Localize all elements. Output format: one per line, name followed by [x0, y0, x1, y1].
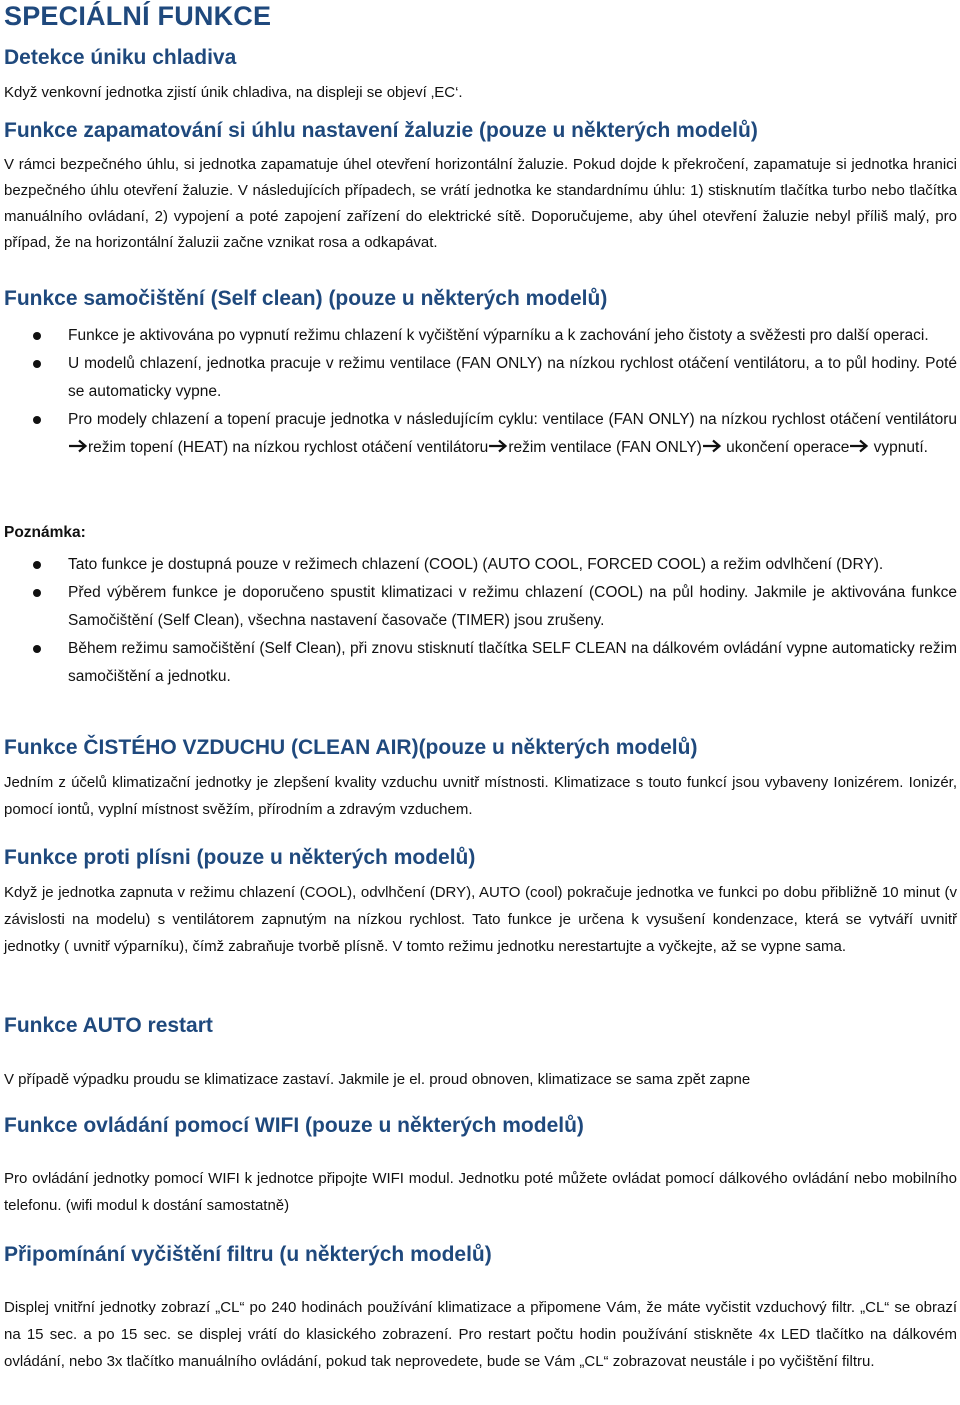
- bullet-icon: [33, 589, 41, 597]
- heading-anti-mold: Funkce proti plísni (pouze u některých modelů): [4, 846, 476, 869]
- list-item-text: Tato funkce je dostupná pouze v režimech chlazení (COOL) (AUTO COOL, FORCED COOL) a režim odvlhčení (DRY).: [68, 556, 884, 573]
- paragraph-wifi: Pro ovládání jednotky pomocí WIFI k jednotce připojte WIFI modul. Jednotku poté můžete ovládat pomocí dálkového ovládání nebo mobilního telefonu. (wifi modul k dostání samostatně): [4, 1170, 957, 1214]
- list-item: [0, 551, 957, 579]
- list-item: [0, 322, 957, 350]
- bullet-icon: [33, 561, 41, 569]
- heading-wifi: Funkce ovládání pomocí WIFI (pouze u některých modelů): [4, 1114, 584, 1137]
- list-item-text: režim ventilace (FAN ONLY): [508, 439, 702, 456]
- list-item-text: Před výběrem funkce je doporučeno spustit klimatizaci v režimu chlazení (COOL) na půl hodiny. Jakmile je aktivována funkce Samočištění (Self Clean), všechna nastavení časovače (TIMER) jsou zrušeny.: [68, 584, 957, 629]
- bullet-icon: [33, 416, 41, 424]
- page-title: SPECIÁLNÍ FUNKCE: [4, 1, 272, 31]
- heading-clean-air: Funkce ČISTÉHO VZDUCHU (CLEAN AIR)(pouze u některých modelů): [4, 736, 698, 759]
- paragraph-leak-detection: Když venkovní jednotka zjistí únik chladiva, na displeji se objeví ‚EC‘.: [4, 84, 463, 101]
- arrow-right-icon: [849, 439, 869, 453]
- list-item-text: U modelů chlazení, jednotka pracuje v režimu ventilace (FAN ONLY) na nízkou rychlost otáčení ventilátoru, a to půl hodiny. Poté se automaticky vypne.: [68, 355, 957, 400]
- list-item: [0, 635, 957, 691]
- arrow-right-icon: [68, 439, 88, 453]
- list-item-text: vypnutí.: [869, 439, 928, 456]
- note-label: Poznámka:: [4, 524, 86, 541]
- heading-filter-reminder: Připomínání vyčištění filtru (u některých modelů): [4, 1243, 492, 1266]
- heading-self-clean: Funkce samočištění (Self clean) (pouze u některých modelů): [4, 287, 608, 310]
- paragraph-filter-reminder: Displej vnitřní jednotky zobrazí „CL“ po 240 hodinách používání klimatizace a připomene Vám, že máte vyčistit vzduchový filtr. „CL“ se obrazí na 15 sec. a po 15 sec. se displej vrátí do klasického zobrazení. Pro restart počtu hodin používání stiskněte 4x LED tlačítko na dálkovém ovládání, nebo 3x tlačítko manuálního ovládání, pokud tak neprovedete, bude se Vám „CL“ zobrazovat neustále i po vyčištění filtru.: [4, 1299, 957, 1370]
- paragraph-clean-air: Jedním z účelů klimatizační jednotky je zlepšení kvality vzduchu uvnitř místnosti. Klimatizace s touto funkcí jsou vybaveny Ionizérem. Ionizér, pomocí iontů, vyplní místnost svěžím, přírodním a zdravým vzduchem.: [4, 774, 957, 818]
- arrow-right-icon: [488, 439, 508, 453]
- bullet-icon: [33, 332, 41, 340]
- paragraph-louver-memory: V rámci bezpečného úhlu, si jednotka zapamatuje úhel otevření horizontální žaluzie. Pokud dojde k překročení, zapamatuje si jednotka hranici bezpečného úhlu otevření žaluzie. V následujících případech, se vrátí jednotka ke standardnímu úhlu: 1) stisknutím tlačítka turbo nebo tlačítka manuálního ovládaní, 2) vypojení a poté zapojení zařízení do elektrické sítě. Doporučujeme, aby úhel otevření žaluzie nebyl příliš malý, pro případ, že na horizontální žaluzii začne vznikat rosa a odkapávat.: [4, 156, 957, 251]
- paragraph-anti-mold: Když je jednotka zapnuta v režimu chlazení (COOL), odvlhčení (DRY), AUTO (cool) pokračuje jednotka ve funkci po dobu přibližně 10 minut (v závislosti na modelu) s ventilátorem zapnutým na nízkou rychlost. Tato funkce je určena k vysušení kondenzace, která se vytváří uvnitř jednotky ( uvnitř výparníku), čímž zabraňuje tvorbě plísně. V tomto režimu jednotku nerestartujte a vyčkejte, až se vypne sama.: [4, 884, 957, 955]
- note-list: [0, 551, 957, 691]
- self-clean-list: [0, 322, 957, 462]
- list-item-text: Funkce je aktivována po vypnutí režimu chlazení k vyčištění výparníku a k zachování jeho čistoty a svěžesti pro další operaci.: [68, 327, 929, 344]
- heading-auto-restart: Funkce AUTO restart: [4, 1014, 213, 1037]
- bullet-icon: [33, 645, 41, 653]
- list-item: [0, 350, 957, 406]
- list-item-text: režim topení (HEAT) na nízkou rychlost otáčení ventilátoru: [88, 439, 489, 456]
- list-item-text: Pro modely chlazení a topení pracuje jednotka v následujícím cyklu: ventilace (FAN ONLY) na nízkou rychlost otáčení ventilátoru: [68, 411, 957, 428]
- arrow-right-icon: [702, 439, 722, 453]
- heading-leak-detection: Detekce úniku chladiva: [4, 46, 237, 69]
- heading-louver-memory: Funkce zapamatování si úhlu nastavení žaluzie (pouze u některých modelů): [4, 119, 758, 142]
- list-item-text: ukončení operace: [721, 439, 850, 456]
- list-item: [0, 406, 957, 462]
- paragraph-auto-restart: V případě výpadku proudu se klimatizace zastaví. Jakmile je el. proud obnoven, klimatizace se sama zpět zapne: [4, 1071, 751, 1088]
- bullet-icon: [33, 360, 41, 368]
- list-item: [0, 579, 957, 635]
- list-item-text: Během režimu samočištění (Self Clean), při znovu stisknutí tlačítka SELF CLEAN na dálkovém ovládání vypne automaticky režim samočištění a jednotku.: [68, 640, 957, 685]
